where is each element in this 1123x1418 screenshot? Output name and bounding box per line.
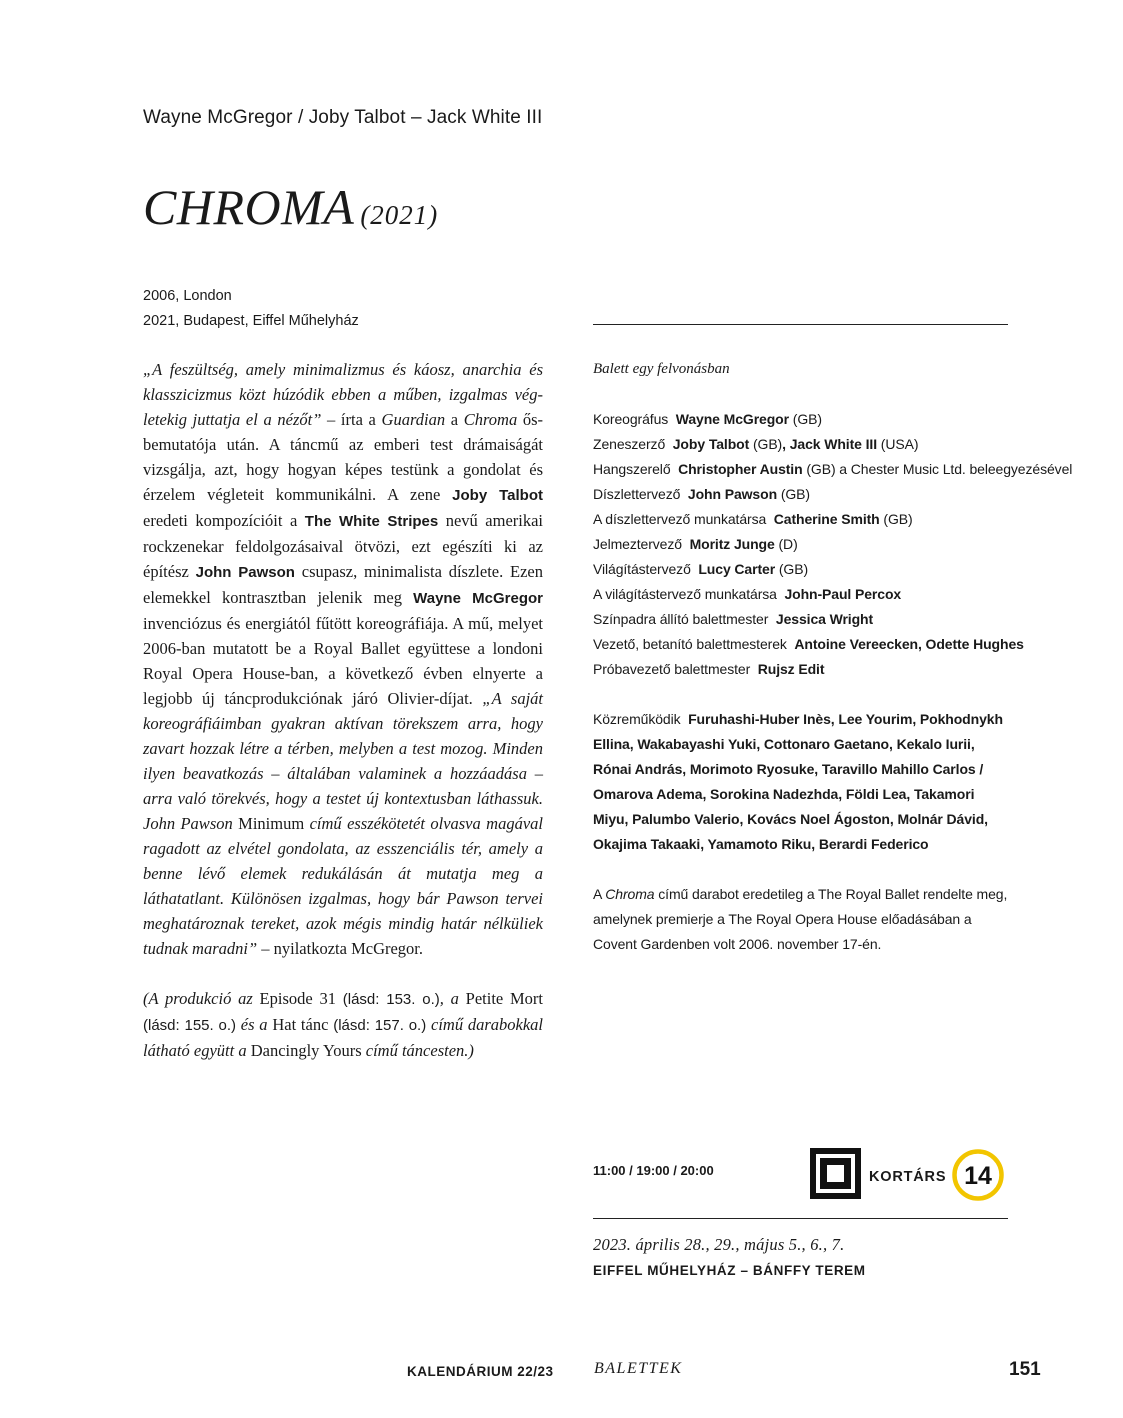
credits-column bbox=[593, 357, 1073, 957]
bold-pawson: John Pawson bbox=[195, 564, 295, 581]
italic-chroma: Chroma bbox=[463, 410, 518, 429]
performance-dates: 2023. április 28., 29., május 5., 6., 7. bbox=[593, 1235, 845, 1254]
venue: EIFFEL MŰHELYHÁZ – BÁNFFY TEREM bbox=[593, 1263, 866, 1278]
bold-white-stripes: The White Stripes bbox=[304, 513, 439, 530]
credit-row: Világítástervező Lucy Carter (GB) bbox=[593, 561, 809, 577]
ballet-subtitle: Balett egy felvonásban bbox=[593, 361, 730, 377]
divider-top bbox=[593, 324, 1008, 325]
origin-note: A Chroma című darabot eredetileg a The Royal Ballet rendelte meg, amelynek premierje a The Royal Opera House előadásában a Covent Gardenben volt 2006. november 17-én. bbox=[593, 886, 1008, 952]
premiere-list bbox=[143, 284, 359, 334]
creators-line: Wayne McGregor / Joby Talbot – Jack White III bbox=[143, 107, 543, 128]
credit-row: A díszlettervező munkatársa Catherine Smith (GB) bbox=[593, 511, 913, 527]
age-rating-text: 14 bbox=[964, 1162, 992, 1190]
credit-row: Díszlettervező John Pawson (GB) bbox=[593, 486, 810, 502]
showtimes: 11:00 / 19:00 / 20:00 bbox=[593, 1163, 714, 1178]
credits-list bbox=[593, 407, 1073, 682]
credit-row: Koreográfus Wayne McGregor (GB) bbox=[593, 411, 822, 427]
quote-intro: „A feszültség, amely minimalizmus és káosz, anarchia és klasszicizmus közt húzódik ebben a műben, izgalmas végletekig juttatja el a nézőt” bbox=[143, 360, 543, 429]
category-label: KORTÁRS bbox=[869, 1169, 947, 1185]
age-rating-badge bbox=[952, 1149, 1004, 1201]
premiere-item: 2021, Budapest, Eiffel Műhelyház bbox=[143, 313, 359, 329]
production-note: (A produkció az Episode 31 (lásd: 153. o.), a Petite Mort (lásd: 155. o.) és a Hat tánc (lásd: 157. o.) című darabokkal látható együtt a Dancingly Yours című táncesten.) bbox=[143, 989, 544, 1060]
kortars-square-icon bbox=[810, 1148, 861, 1199]
title-text: CHROMA bbox=[143, 179, 355, 235]
credit-row: Színpadra állító balettmester Jessica Wright bbox=[593, 611, 874, 627]
credit-row: Jelmeztervező Moritz Junge (D) bbox=[593, 536, 798, 552]
credit-row: Zeneszerző Joby Talbot (GB), Jack White III (USA) bbox=[593, 436, 919, 452]
title-minimum: Minimum bbox=[238, 814, 305, 833]
title-year: (2021) bbox=[360, 200, 439, 230]
performers-names: Furuhashi-Huber Inès, Lee Yourim, Pokhodnykh Ellina, Wakabayashi Yuki, Cottonaro Gaetano, Kekalo Iurii, Rónai András, Morimoto Ryosuke, Taravillo Mahillo Carlos / Omarova Adema, Sorokina Nadezhda, Földi Lea, Takamori Miyu, Palumbo Valerio, Kovács Noel Ágoston, Molnár Dávid, Okajima Takaaki, Yamamoto Riku, Berardi Federico bbox=[593, 711, 1003, 852]
performers-label: Közreműködik bbox=[593, 711, 681, 727]
premiere-item: 2006, London bbox=[143, 288, 232, 304]
credit-row: Hangszerelő Christopher Austin (GB) a Chester Music Ltd. beleegyezésével bbox=[593, 461, 1073, 477]
bold-talbot: Joby Talbot bbox=[452, 487, 543, 504]
article-paragraph: „A feszültség, amely minimalizmus és káosz, anarchia és klasszicizmus közt húzódik ebben a műben, izgalmas végletekig juttatja el a nézőt” – írta a Guardian a Chroma ősbemutatója után. A táncmű az emberi test drámaiságát vizsgálja, azt, hogy hogyan képes testünk a gondolat és érzelem végleteit kommunikálni. A zene Joby Talbot eredeti kompozícióit a The White Stripes nevű amerikai rockzenekar feldolgozásaival ötvözi, ezt egészíti ki az építész John Pawson csupasz, minimalista díszlete. Ezen elemekkel kontrasztban jelenik meg Wayne McGregor invenciózus és energiától fűtött koreográfiája. A mű, melyet 2006-ban mutatott be a Royal Ballet együttese a londoni Royal Opera House-ban, a következő évben elnyerte a legjobb új táncprodukciónak járó Olivier-díjat. „A saját koreográfiáimban gyakran aktívan törekszem arra, hogy zavart hozzak létre a térben, melyben a test mozog. Minden ilyen beavatkozás – általában valaminek a hozzáadása – arra való törekvés, hogy a testet új kontextusban láthassuk. John Pawson Minimum című esszékötetét olvasva magával ragadott az elvétel gondolata, az esszenciális tér, amely a benne lévő elemek redukálásán át mutatja meg a láthatatlant. Különösen izgalmas, hogy bár Pawson tervei meghatároznak tereket, azok mégis mindig határ nélküliek tudnak maradni” – nyilatkozta McGregor. bbox=[143, 360, 544, 958]
italic-guardian: Guardian bbox=[381, 410, 446, 429]
bold-mcgregor: Wayne McGregor bbox=[413, 590, 543, 607]
article-body bbox=[143, 357, 543, 1063]
credit-row: Próbavezető balettmester Rujsz Edit bbox=[593, 661, 825, 677]
quote-mcgregor: „A saját koreográfiáimban gyakran aktívan törekszem arra, hogy zavart hozzak létre a térben, melyben a test mozog. Minden ilyen beavatkozás – általában valaminek a hozzáadása – arra való törekvés, hogy a testet új kontextusban láthassuk. John Pawson bbox=[143, 689, 544, 833]
page-number: 151 bbox=[1009, 1359, 1041, 1380]
footer-publication: KALENDÁRIUM 22/23 bbox=[407, 1364, 554, 1379]
credit-row: Vezető, betanító balettmesterek Antoine Vereecken, Odette Hughes bbox=[593, 636, 1024, 652]
footer-section: BALETTEK bbox=[594, 1360, 683, 1377]
divider-bottom bbox=[593, 1218, 1008, 1219]
performers-block bbox=[593, 707, 1013, 857]
credit-row: A világítástervező munkatársa John-Paul Percox bbox=[593, 586, 902, 602]
page-title bbox=[143, 178, 438, 236]
